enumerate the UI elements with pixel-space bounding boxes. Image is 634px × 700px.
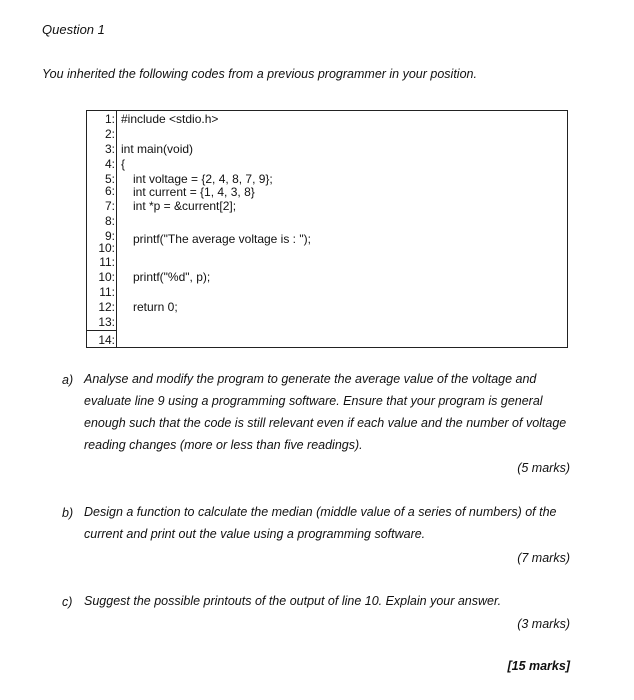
gutter-divider bbox=[116, 111, 117, 347]
line-number: 13: bbox=[98, 315, 115, 329]
line-number: 10: bbox=[98, 241, 115, 255]
question-title: Question 1 bbox=[42, 22, 105, 37]
line-number: 1: bbox=[104, 112, 115, 126]
code-line: printf("The average voltage is : "); bbox=[133, 232, 311, 246]
part-b-text: Design a function to calculate the median (middle value of a series of numbers) of the current and print out the value using a programming software. bbox=[84, 505, 557, 541]
line-number: 5: bbox=[104, 172, 115, 186]
line-number: 6: bbox=[104, 184, 115, 198]
code-line: #include <stdio.h> bbox=[121, 112, 219, 126]
line-number: 3: bbox=[104, 142, 115, 156]
intro-text: You inherited the following codes from a previous programmer in your position. bbox=[42, 67, 477, 81]
line-number: 11: bbox=[99, 285, 115, 299]
line-number: 12: bbox=[98, 300, 115, 314]
part-c-label: c) bbox=[62, 595, 73, 609]
code-line: int main(void) bbox=[121, 142, 194, 156]
part-c-marks: (3 marks) bbox=[517, 617, 570, 631]
code-line: { bbox=[121, 157, 126, 171]
code-line: int current = {1, 4, 3, 8} bbox=[133, 185, 255, 199]
line-number: 8: bbox=[104, 214, 115, 228]
code-line: return 0; bbox=[133, 300, 178, 314]
total-marks: [15 marks] bbox=[507, 659, 570, 673]
part-b-marks: (7 marks) bbox=[517, 551, 570, 565]
part-b-label: b) bbox=[62, 506, 74, 520]
line-number: 14: bbox=[98, 333, 115, 347]
part-a-text: Analyse and modify the program to generate the average value of the voltage and evaluate line 9 using a programming software. Ensure that your program is general enough such that the code is still relevant even if each value and the number of voltage reading changes (more or less than five readings). bbox=[84, 372, 567, 452]
code-line: int *p = &current[2]; bbox=[133, 199, 237, 213]
code-line: int voltage = {2, 4, 8, 7, 9}; bbox=[133, 172, 273, 186]
line-number: 2: bbox=[104, 127, 115, 141]
part-c-text: Suggest the possible printouts of the output of line 10. Explain your answer. bbox=[84, 594, 502, 608]
line-number: 7: bbox=[104, 199, 115, 213]
line-number: 10: bbox=[98, 270, 115, 284]
code-line: printf("%d", p); bbox=[133, 270, 211, 284]
part-a-label: a) bbox=[62, 373, 74, 387]
line-number: 9: bbox=[104, 229, 115, 243]
part-a-marks: (5 marks) bbox=[517, 461, 570, 475]
line-number: 11: bbox=[99, 255, 115, 269]
line-number: 4: bbox=[104, 157, 115, 171]
